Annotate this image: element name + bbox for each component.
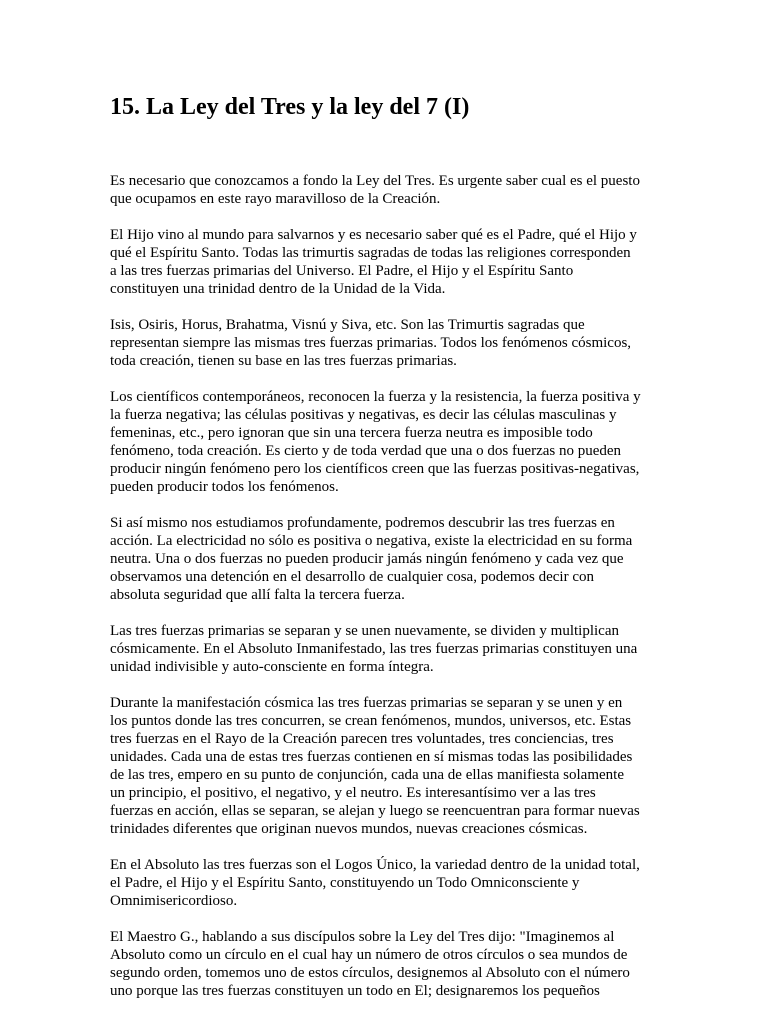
paragraph [110,928,670,1000]
text-line: producir ningún fenómeno pero los científicos creen que las fuerzas positivas-negativas, [110,461,640,477]
document-title: 15. La Ley del Tres y la ley del 7 (I) [110,94,470,120]
text-line: cósmicamente. En el Absoluto Inmanifestado, las tres fuerzas primarias constituyen una [110,641,638,657]
text-line: unidad indivisible y auto-consciente en forma íntegra. [110,659,434,675]
text-line: El Maestro G., hablando a sus discípulos sobre la Ley del Tres dijo: "Imaginemos al [110,929,615,945]
paragraph [110,172,670,208]
text-line: un principio, el positivo, el negativo, y el neutro. Es interesantísimo ver a las tres [110,785,596,801]
text-line: qué el Espíritu Santo. Todas las trimurtis sagradas de todas las religiones corresponden [110,245,631,261]
text-line: representan siempre las mismas tres fuerzas primarias. Todos los fenómenos cósmicos, [110,335,632,351]
text-line: Las tres fuerzas primarias se separan y se unen nuevamente, se dividen y multiplican [110,623,619,639]
text-line: Durante la manifestación cósmica las tres fuerzas primarias se separan y se unen y en [110,695,623,711]
text-line: En el Absoluto las tres fuerzas son el Logos Único, la variedad dentro de la unidad total, [110,857,640,873]
text-line: Si así mismo nos estudiamos profundamente, podremos descubrir las tres fuerzas en [110,515,615,531]
text-line: pueden producir todos los fenómenos. [110,479,339,495]
document-body [110,172,670,1018]
text-line: absoluta seguridad que allí falta la tercera fuerza. [110,587,405,603]
paragraph [110,514,670,604]
text-line: unidades. Cada una de estas tres fuerzas contienen en sí mismas todas las posibilidades [110,749,633,765]
text-line: acción. La electricidad no sólo es positiva o negativa, existe la electricidad en su forma [110,533,633,549]
paragraph [110,622,670,676]
text-line: El Hijo vino al mundo para salvarnos y es necesario saber qué es el Padre, qué el Hijo y [110,227,637,243]
text-line: los puntos donde las tres concurren, se crean fenómenos, mundos, universos, etc. Estas [110,713,632,729]
paragraph [110,226,670,298]
text-line: a las tres fuerzas primarias del Universo. El Padre, el Hijo y el Espíritu Santo [110,263,574,279]
paragraph [110,694,670,838]
text-line: Absoluto como un círculo en el cual hay un número de otros círculos o sea mundos de [110,947,628,963]
paragraph [110,856,670,910]
text-line: fenómeno, toda creación. Es cierto y de toda verdad que una o dos fuerzas no pueden [110,443,622,459]
text-line: constituyen una trinidad dentro de la Unidad de la Vida. [110,281,446,297]
text-line: toda creación, tienen su base en las tres fuerzas primarias. [110,353,457,369]
text-line: Los científicos contemporáneos, reconocen la fuerza y la resistencia, la fuerza positiva y [110,389,641,405]
text-line: que ocupamos en este rayo maravilloso de la Creación. [110,191,441,207]
text-line: neutra. Una o dos fuerzas no pueden producir jamás ningún fenómeno y cada vez que [110,551,624,567]
text-line: la fuerza negativa; las células positivas y negativas, es decir las células masculinas y [110,407,617,423]
text-line: Es necesario que conozcamos a fondo la Ley del Tres. Es urgente saber cual es el puesto [110,173,640,189]
text-line: Isis, Osiris, Horus, Brahatma, Visnú y Siva, etc. Son las Trimurtis sagradas que [110,317,585,333]
text-line: trinidades diferentes que originan nuevos mundos, nuevas creaciones cósmicas. [110,821,588,837]
text-line: observamos una detención en el desarrollo de cualquier cosa, podemos decir con [110,569,594,585]
text-line: el Padre, el Hijo y el Espíritu Santo, constituyendo un Todo Omniconsciente y [110,875,580,891]
text-line: femeninas, etc., pero ignoran que sin una tercera fuerza neutra es imposible todo [110,425,593,441]
paragraph [110,388,670,496]
text-line: segundo orden, tomemos uno de estos círculos, designemos al Absoluto con el número [110,965,630,981]
text-line: tres fuerzas en el Rayo de la Creación parecen tres voluntades, tres conciencias, tres [110,731,614,747]
text-line: fuerzas en acción, ellas se separan, se alejan y luego se reencuentran para formar nuevas [110,803,640,819]
text-line: de las tres, empero en su punto de conjunción, cada una de ellas manifiesta solamente [110,767,624,783]
text-line: Omnimisericordioso. [110,893,238,909]
text-line: uno porque las tres fuerzas constituyen un todo en El; designaremos los pequeños [110,983,600,999]
paragraph [110,316,670,370]
